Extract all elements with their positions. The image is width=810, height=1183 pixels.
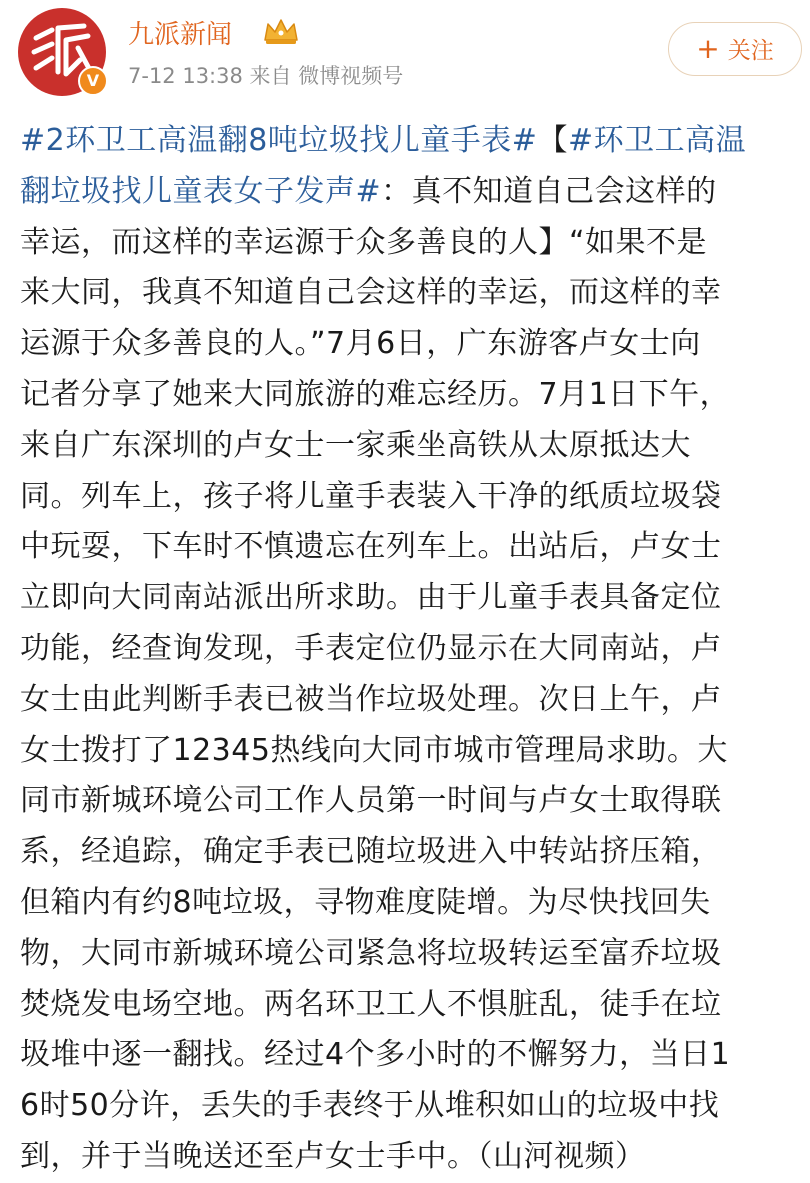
- post-meta: 7-12 13:38 来自 微博视频号: [128, 64, 404, 88]
- post-text: 运源于众多善良的人。”7月6日，广东游客卢女士向: [20, 326, 701, 362]
- post-text-line: [20, 878, 805, 929]
- post-text: 6时50分许，丢失的手表终于从堆积如山的垃圾中找: [20, 1088, 720, 1124]
- post-text-line: [20, 319, 805, 370]
- post-text: 圾堆中逐一翻找。经过4个多小时的不懈努力，当日1: [20, 1037, 731, 1073]
- post-header: [0, 0, 810, 110]
- post-text: 记者分享了她来大同旅游的难忘经历。7月1日下午，: [20, 376, 731, 412]
- vip-crown-icon: [262, 16, 300, 46]
- post-text-line: [20, 268, 805, 319]
- post-text-line: [20, 980, 805, 1031]
- post-text-line: [20, 929, 805, 980]
- post-text: 中玩耍，下车时不慎遗忘在列车上。出站后，卢女士: [20, 529, 722, 565]
- post-text: 来自广东深圳的卢女士一家乘坐高铁从太原抵达大: [20, 427, 691, 463]
- post-text-line: [20, 370, 805, 421]
- post-text-line: [20, 116, 805, 167]
- post-text: 功能，经查询发现，手表定位仍显示在大同南站，卢: [20, 630, 722, 666]
- post-text: 同市新城环境公司工作人员第一时间与卢女士取得联: [20, 783, 722, 819]
- plus-icon: +: [696, 32, 720, 65]
- post-text-line: [20, 573, 805, 624]
- post-text: ：真不知道自己会这样的: [381, 173, 717, 209]
- account-name[interactable]: 九派新闻: [128, 20, 233, 50]
- post-text: 立即向大同南站派出所求助。由于儿童手表具备定位: [20, 580, 722, 616]
- post-text: 焚烧发电场空地。两名环卫工人不惧脏乱，徒手在垃: [20, 986, 722, 1022]
- hashtag-link[interactable]: 翻垃圾找儿童表女子发声#: [20, 173, 382, 209]
- post-text-line: [20, 1030, 805, 1081]
- post-text: 到，并于当晚送还至卢女士手中。（山河视频）: [20, 1138, 646, 1174]
- post-text: 同。列车上，孩子将儿童手表装入干净的纸质垃圾袋: [20, 478, 722, 514]
- post-text-line: [20, 167, 805, 218]
- post-text: 来大同，我真不知道自己会这样的幸运，而这样的幸: [20, 275, 722, 311]
- post-text-line: [20, 421, 805, 472]
- follow-label: 关注: [727, 38, 774, 64]
- hashtag-link[interactable]: #环卫工高温: [567, 123, 747, 158]
- post-text-line: [20, 675, 805, 726]
- follow-button[interactable]: [668, 22, 802, 76]
- post-text-line: [20, 776, 805, 827]
- post-text: 系，经追踪，确定手表已随垃圾进入中转站挤压箱，: [20, 834, 722, 870]
- hashtag-link[interactable]: #2环卫工高温翻8吨垃圾找儿童手表#: [20, 123, 538, 158]
- post-text: 女士由此判断手表已被当作垃圾处理。次日上午，卢: [20, 681, 722, 717]
- post-body: [20, 116, 805, 1183]
- post-text-line: [20, 1081, 805, 1132]
- post-text-line: [20, 522, 805, 573]
- post-text-line: [20, 726, 805, 777]
- post-text: 但箱内有约8吨垃圾，寻物难度陡增。为尽快找回失: [20, 884, 711, 920]
- post-text-line: [20, 472, 805, 523]
- post-text-line: [20, 827, 805, 878]
- post-text-line: [20, 624, 805, 675]
- verified-badge-icon: V: [78, 66, 108, 96]
- post-text: 物，大同市新城环境公司紧急将垃圾转运至富乔垃圾: [20, 935, 722, 971]
- post-text: 【: [537, 123, 568, 158]
- post-text-line: [20, 218, 805, 269]
- post-text-line: [20, 1132, 805, 1183]
- post-text: 幸运，而这样的幸运源于众多善良的人】“如果不是: [20, 224, 708, 260]
- post-text: 女士拨打了12345热线向大同市城市管理局求助。大: [20, 732, 728, 768]
